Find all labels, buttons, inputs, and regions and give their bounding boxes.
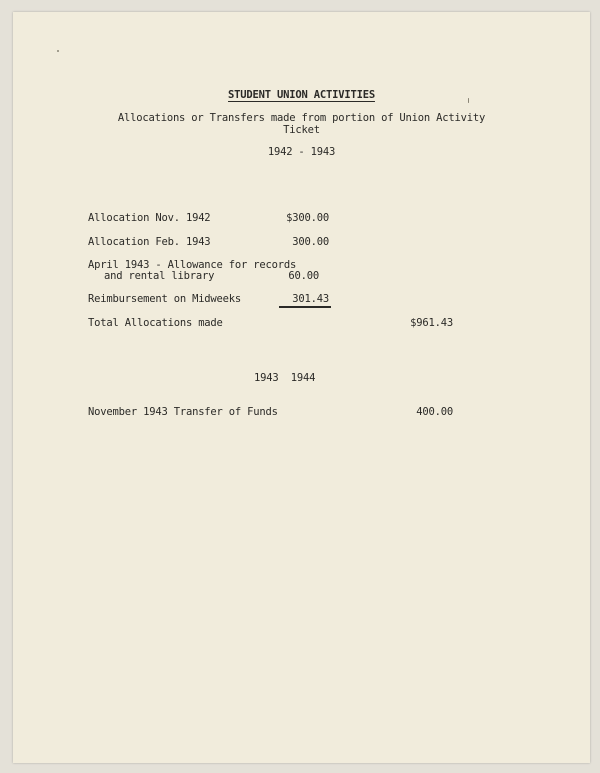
document-subtitle-line2: Ticket <box>283 124 320 136</box>
document-subtitle-line1: Allocations or Transfers made from portion of Union Activity <box>117 112 486 124</box>
sum-underline <box>279 306 331 308</box>
document-title: STUDENT UNION ACTIVITIES <box>228 89 375 101</box>
item-label-april-allowance-line2: and rental library <box>104 270 215 282</box>
item-label-reimbursement: Reimbursement on Midweeks <box>88 293 242 305</box>
item-amount-april-allowance: 60.00 <box>288 270 319 282</box>
item-label-allocation-nov: Allocation Nov. 1942 <box>88 212 211 224</box>
item-amount-reimbursement: 301.43 <box>292 293 329 305</box>
document-page <box>13 12 590 763</box>
paper-speck <box>57 50 59 52</box>
period-heading-1943-1944: 1943 1944 <box>254 372 316 384</box>
transfer-label: November 1943 Transfer of Funds <box>88 406 278 418</box>
item-amount-allocation-nov: $300.00 <box>286 212 329 224</box>
item-amount-allocation-feb: 300.00 <box>292 236 329 248</box>
item-label-april-allowance: April 1943 - Allowance for records <box>88 259 297 271</box>
item-label-allocation-feb: Allocation Feb. 1943 <box>88 236 211 248</box>
total-amount: $961.43 <box>410 317 453 329</box>
period-heading-1942-1943: 1942 - 1943 <box>267 146 336 158</box>
total-label: Total Allocations made <box>88 317 223 329</box>
transfer-amount: 400.00 <box>416 406 453 418</box>
